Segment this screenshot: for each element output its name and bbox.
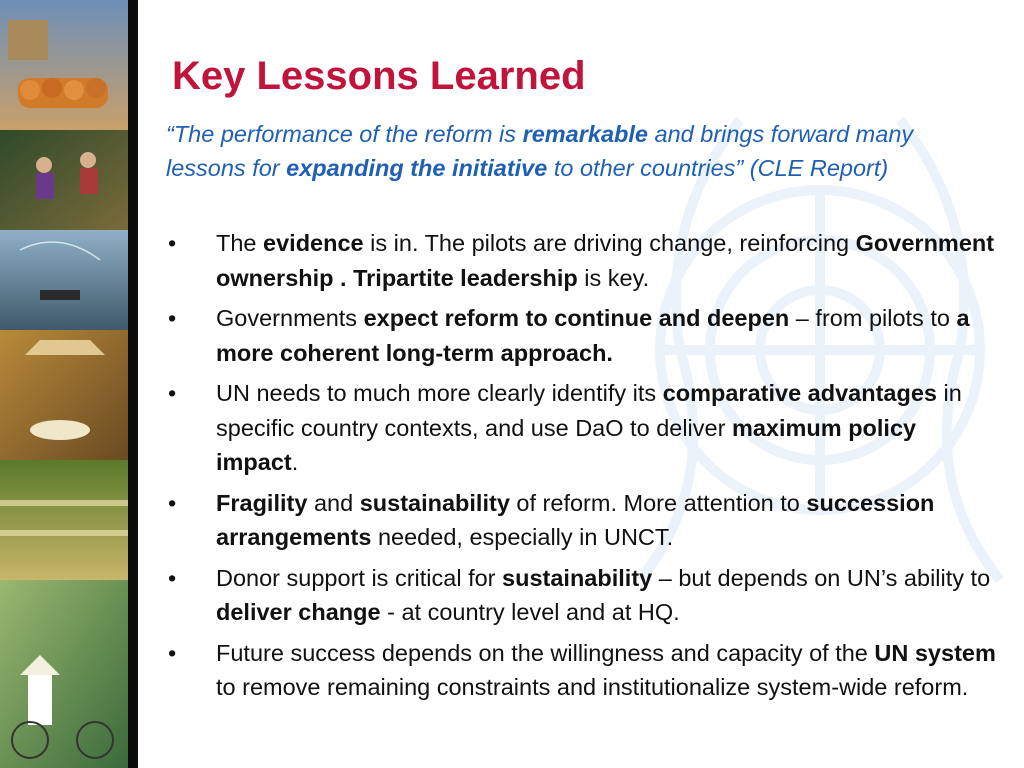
quote-run-bold: expanding the initiative	[286, 154, 548, 181]
bullet-text-run-bold: evidence	[263, 230, 364, 256]
collage-border	[128, 0, 138, 768]
photo-collage-image	[0, 0, 128, 768]
bullet-text-run-bold: Government ownership . Tripartite leadership	[216, 230, 995, 291]
bullet-text-run: Future success depends on the willingness and capacity of the	[216, 639, 875, 666]
bullet-marker: •	[168, 230, 177, 256]
quote-run-bold: remarkable	[522, 121, 648, 147]
bullet-text-run: and	[307, 489, 360, 516]
bullet-text-run: in specific country contexts, and use DaO to deliver	[216, 380, 962, 441]
quote-run: to other countries” (CLE Report)	[547, 154, 889, 181]
bullet-item	[162, 376, 1002, 480]
slide-title: Key Lessons Learned	[172, 54, 586, 98]
bullet-marker: •	[168, 305, 177, 331]
bullet-text-run: to remove remaining constraints and institutionalize system-wide reform.	[216, 674, 969, 700]
bullet-item	[162, 486, 1002, 555]
bullet-marker: •	[168, 489, 177, 516]
bullet-text-run-bold: a more coherent long-term approach.	[216, 305, 970, 366]
bullet-text-run: is key.	[577, 264, 650, 291]
bullet-text-run: - at country level and at HQ.	[380, 599, 680, 625]
bullet-list	[162, 226, 1002, 711]
bullet-marker: •	[168, 380, 177, 406]
bullet-text-run-bold: comparative advantages	[662, 380, 937, 406]
bullet-text-run-bold: sustainability	[502, 564, 653, 591]
bullet-text-run-bold: deliver change	[216, 599, 381, 625]
bullet-text-run: of reform. More attention to	[509, 489, 807, 516]
bullet-text-run: Governments	[216, 305, 364, 331]
bullet-text-run-bold: succession arrangements	[216, 489, 935, 550]
photo-collage-strip	[0, 0, 128, 768]
bullet-text-run: – from pilots to	[789, 305, 957, 331]
bullet-text-run: .	[291, 449, 299, 475]
bullet-marker: •	[168, 564, 177, 591]
bullet-item	[162, 301, 1002, 370]
bullet-item	[162, 561, 1002, 630]
bullet-text-run-bold: Fragility	[216, 489, 308, 516]
bullet-item	[162, 636, 1002, 705]
bullet-text-run: UN needs to much more clearly identify its	[216, 380, 663, 406]
bullet-text-run: is in. The pilots are driving change, reinforcing	[363, 230, 856, 256]
bullet-text-run-bold: maximum policy impact	[216, 414, 917, 475]
quote-run: and brings forward many lessons for	[166, 121, 914, 181]
quote-text	[166, 118, 926, 185]
bullet-text-run: Donor support is critical for	[216, 564, 503, 591]
bullet-text-run-bold: UN system	[874, 639, 996, 666]
bullet-text-run: The	[216, 230, 264, 256]
bullet-text-run-bold: sustainability	[359, 489, 510, 516]
bullet-text-run: needed, especially in UNCT.	[371, 524, 674, 550]
bullet-text-run-bold: expect reform to continue and deepen	[363, 305, 790, 331]
bullet-text-run: – but depends on UN’s ability to	[652, 564, 991, 591]
bullet-marker: •	[168, 639, 177, 666]
bullet-item	[162, 226, 1002, 295]
quote-run: “The performance of the reform is	[166, 121, 523, 147]
